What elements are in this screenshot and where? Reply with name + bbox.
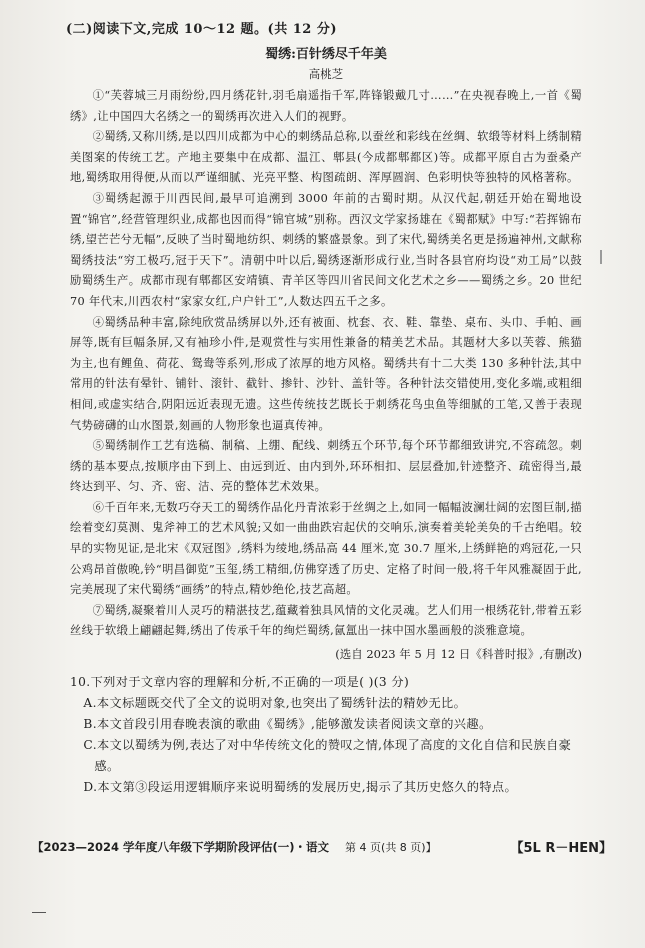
page-footer (32, 837, 612, 856)
article-title: 蜀绣:百针绣尽千年美 (265, 47, 387, 62)
article-source: (选自 2023 年 5 月 12 日《科普时报》,有删改) (335, 647, 582, 662)
footer-code: 【5L R－HEN】 (510, 841, 612, 856)
paragraph-4: ④蜀绣品种丰富,除纯欣赏品绣屏以外,还有被面、枕套、衣、鞋、靠垫、桌布、头巾、手帕、画屏等,既有巨幅条屏,又有袖珍小件,是观赏性与实用性兼备的精美艺术品。其题材大多以芙蓉、熊猫为主,也有鲤鱼、荷花、鸳鸯等系列,形成了浓厚的地方风格。蜀绣共有十二大类 130 多种针法,其中常用的针法有晕针、铺针、滚针、截针、掺针、沙针、盖针等。各种针法交错使用,变化多端,或粗细相间,或虚实结合,阴阳远近表现无遗。这些传统技艺既长于刺绣花鸟虫鱼等细腻的工笔,又善于表现气势磅礴的山水图景,刻画的人物形象也逼真传神。 (70, 315, 582, 432)
option-c: C.本文以蜀绣为例,表达了对中华传统文化的赞叹之情,体现了高度的文化自信和民族自豪感。 (83, 738, 572, 774)
paragraph-5: ⑤蜀绣制作工艺有选稿、制稿、上绷、配线、刺绣五个环节,每个环节都细致讲究,不容疏忽。刺绣的基本要点,按顺序由下到上、由远到近、由内到外,环环相扣、层层叠加,针迹整齐、疏密得当,最终达到平、匀、齐、密、洁、亮的整体艺术效果。 (70, 439, 582, 494)
section-heading: (二)阅读下文,完成 10～12 题。(共 12 分) (66, 22, 338, 37)
option-d: D.本文第③段运用逻辑顺序来说明蜀绣的发展历史,揭示了其历史悠久的特点。 (83, 780, 518, 795)
footer-page-number: 第 4 页(共 8 页)】 (345, 840, 437, 854)
bottom-mark (32, 912, 46, 913)
paragraph-3: ③蜀绣起源于川西民间,最早可追溯到 3000 年前的古蜀时期。从汉代起,朝廷开始在蜀地设置“锦官”,经营管理织业,成都也因而得“锦官城”别称。西汉文学家扬雄在《蜀都赋》中写:“若挥锦布绣,望芒芒兮无幅”,反映了当时蜀地纺织、刺绣的繁盛景象。到了宋代,蜀绣美名更是扬遍神州,文献称蜀绣技法“穷工极巧,冠于天下”。清朝中叶以后,蜀绣逐渐形成行业,当时各县官府均设“劝工局”以鼓励蜀绣生产。成都市现有郫都区安靖镇、青羊区等四川省民间文化艺术之乡——蜀绣之乡。20 世纪 70 年代末,川西农村“家家女红,户户针工”,人数达四五千之多。 (70, 191, 582, 308)
paragraph-7: ⑦蜀绣,凝聚着川人灵巧的精湛技艺,蕴藏着独具风情的文化灵魂。艺人们用一根绣花针,带着五彩丝线于软缎上翩翩起舞,绣出了传承千年的绚烂蜀绣,氤氲出一抹中国水墨画般的淡雅意境。 (70, 603, 582, 638)
footer-exam-title: 【2023—2024 学年度八年级下学期阶段评估(一)・语文 (32, 839, 330, 854)
article-author: 高桃芝 (308, 67, 344, 81)
question-stem: 10.下列对于文章内容的理解和分析,不正确的一项是( )(3 分) (70, 675, 410, 690)
paragraph-6: ⑥千百年来,无数巧夺天工的蜀绣作品化丹青浓彩于丝绸之上,如同一幅幅波澜壮阔的宏图巨制,描绘着变幻莫测、鬼斧神工的艺术风貌;又如一曲曲跌宕起伏的交响乐,演奏着美轮美奂的千古绝唱。较早的实物见证,是北宋《双冠图》,绣料为绫地,绣品高 44 厘米,宽 30.7 厘米,上绣鲜艳的鸡冠花,一只公鸡昂首傲晚,钤“明昌御览”玉玺,绣工精细,仿佛穿透了历史、定格了时间一般,将千年风雅凝固于此,完美展现了宋代蜀绣“画绣”的特点,精妙绝伦,技艺高超。 (70, 500, 582, 597)
option-b: B.本文首段引用春晚表演的歌曲《蜀绣》,能够激发读者阅读文章的兴趣。 (83, 717, 492, 732)
page-content (66, 10, 582, 798)
paragraph-1: ①“芙蓉城三月雨纷纷,四月绣花针,羽毛扇遥指千军,阵锋锻戴几寸……”在央视春晚上,一首《蜀绣》,让中国四大名绣之一的蜀绣再次进入人们的视野。 (70, 89, 582, 123)
binding-mark (600, 250, 602, 264)
option-a: A.本文标题既交代了全文的说明对象,也突出了蜀绣针法的精妙无比。 (83, 696, 467, 711)
paragraph-2: ②蜀绣,又称川绣,是以四川成都为中心的刺绣品总称,以蚕丝和彩线在丝绸、软缎等材料上绣制精美图案的传统工艺。产地主要集中在成都、温江、郫县(今成都郫都区)等。成都平原自古为蚕桑产地,蜀绣取用得便,从而以严谨细腻、光亮平整、构图疏朗、浑厚圆润、色彩明快等独特的风格著称。 (70, 130, 582, 185)
